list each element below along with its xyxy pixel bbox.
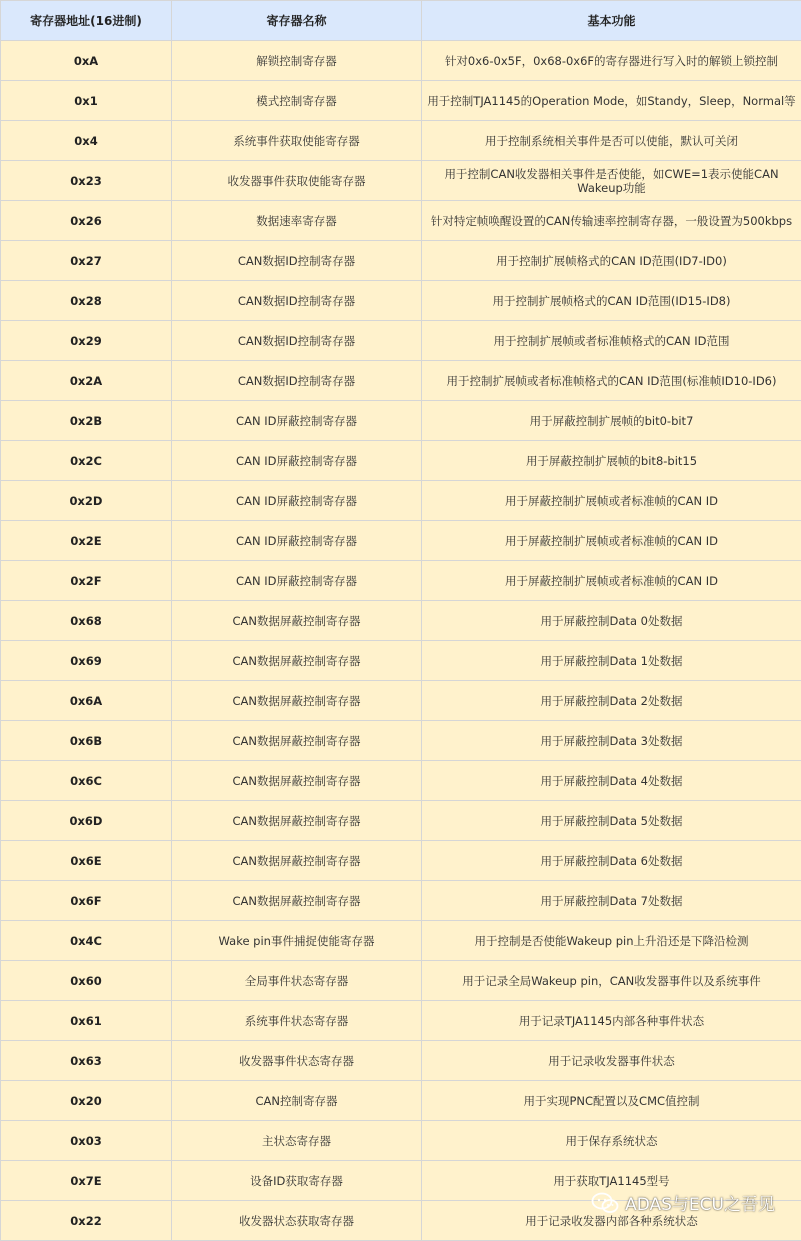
cell-address: 0x69 bbox=[1, 641, 172, 681]
wechat-icon bbox=[591, 1192, 619, 1214]
cell-function: 用于控制扩展帧格式的CAN ID范围(ID15-ID8) bbox=[422, 281, 801, 321]
cell-address: 0x2D bbox=[1, 481, 172, 521]
cell-address: 0x6D bbox=[1, 801, 172, 841]
cell-register-name: 全局事件状态寄存器 bbox=[172, 961, 422, 1001]
cell-register-name: CAN数据屏蔽控制寄存器 bbox=[172, 721, 422, 761]
table-row bbox=[1, 1041, 801, 1081]
cell-address: 0x6B bbox=[1, 721, 172, 761]
cell-register-name: CAN数据ID控制寄存器 bbox=[172, 321, 422, 361]
cell-register-name: Wake pin事件捕捉使能寄存器 bbox=[172, 921, 422, 961]
cell-function: 用于屏蔽控制扩展帧的bit8-bit15 bbox=[422, 441, 801, 481]
watermark-text: ADAS与ECU之吾见 bbox=[625, 1195, 775, 1215]
cell-address: 0x6E bbox=[1, 841, 172, 881]
table-row bbox=[1, 481, 801, 521]
cell-address: 0x7E bbox=[1, 1161, 172, 1201]
cell-address: 0x2C bbox=[1, 441, 172, 481]
cell-function: 用于记录全局Wakeup pin，CAN收发器事件以及系统事件 bbox=[422, 961, 801, 1001]
cell-function: 用于保存系统状态 bbox=[422, 1121, 801, 1161]
table-row bbox=[1, 1121, 801, 1161]
header-address: 寄存器地址(16进制) bbox=[1, 1, 172, 41]
cell-function: 用于控制CAN收发器相关事件是否使能，如CWE=1表示使能CAN Wakeup功能 bbox=[422, 161, 801, 201]
cell-address: 0x28 bbox=[1, 281, 172, 321]
cell-address: 0x23 bbox=[1, 161, 172, 201]
cell-function: 用于屏蔽控制Data 4处数据 bbox=[422, 761, 801, 801]
cell-register-name: CAN控制寄存器 bbox=[172, 1081, 422, 1121]
cell-register-name: 系统事件状态寄存器 bbox=[172, 1001, 422, 1041]
cell-address: 0x68 bbox=[1, 601, 172, 641]
cell-function: 用于控制系统相关事件是否可以使能，默认可关闭 bbox=[422, 121, 801, 161]
cell-register-name: 收发器状态获取寄存器 bbox=[172, 1201, 422, 1241]
cell-register-name: CAN ID屏蔽控制寄存器 bbox=[172, 521, 422, 561]
cell-register-name: CAN数据屏蔽控制寄存器 bbox=[172, 761, 422, 801]
cell-register-name: CAN ID屏蔽控制寄存器 bbox=[172, 401, 422, 441]
table-row bbox=[1, 561, 801, 601]
cell-register-name: 设备ID获取寄存器 bbox=[172, 1161, 422, 1201]
table-header-row bbox=[1, 1, 801, 41]
table-row bbox=[1, 281, 801, 321]
cell-register-name: CAN数据屏蔽控制寄存器 bbox=[172, 681, 422, 721]
table-row bbox=[1, 521, 801, 561]
cell-function: 用于控制TJA1145的Operation Mode，如Standy，Sleep，Normal等 bbox=[422, 81, 801, 121]
cell-function: 用于屏蔽控制Data 1处数据 bbox=[422, 641, 801, 681]
cell-address: 0x6A bbox=[1, 681, 172, 721]
table-row bbox=[1, 801, 801, 841]
cell-function: 用于屏蔽控制Data 6处数据 bbox=[422, 841, 801, 881]
cell-address: 0x2E bbox=[1, 521, 172, 561]
cell-function: 用于屏蔽控制扩展帧的bit0-bit7 bbox=[422, 401, 801, 441]
table-row bbox=[1, 761, 801, 801]
cell-address: 0x26 bbox=[1, 201, 172, 241]
cell-register-name: CAN数据屏蔽控制寄存器 bbox=[172, 801, 422, 841]
cell-register-name: CAN数据ID控制寄存器 bbox=[172, 281, 422, 321]
table-row bbox=[1, 241, 801, 281]
cell-function: 用于控制扩展帧格式的CAN ID范围(ID7-ID0) bbox=[422, 241, 801, 281]
cell-address: 0x2F bbox=[1, 561, 172, 601]
cell-address: 0x2B bbox=[1, 401, 172, 441]
table-row bbox=[1, 441, 801, 481]
cell-function: 用于获取TJA1145型号 bbox=[422, 1161, 801, 1201]
table-row bbox=[1, 401, 801, 441]
table-row bbox=[1, 721, 801, 761]
cell-address: 0x6F bbox=[1, 881, 172, 921]
cell-function: 用于记录收发器内部各种系统状态 bbox=[422, 1201, 801, 1241]
table-row bbox=[1, 321, 801, 361]
table-row bbox=[1, 41, 801, 81]
cell-register-name: CAN数据屏蔽控制寄存器 bbox=[172, 881, 422, 921]
table-row bbox=[1, 161, 801, 201]
cell-address: 0x1 bbox=[1, 81, 172, 121]
table-row bbox=[1, 881, 801, 921]
cell-function: 针对0x6-0x5F，0x68-0x6F的寄存器进行写入时的解锁上锁控制 bbox=[422, 41, 801, 81]
table-row bbox=[1, 921, 801, 961]
cell-function: 用于屏蔽控制Data 2处数据 bbox=[422, 681, 801, 721]
cell-function: 用于屏蔽控制Data 7处数据 bbox=[422, 881, 801, 921]
cell-register-name: CAN ID屏蔽控制寄存器 bbox=[172, 441, 422, 481]
cell-register-name: 解锁控制寄存器 bbox=[172, 41, 422, 81]
cell-register-name: CAN数据ID控制寄存器 bbox=[172, 241, 422, 281]
cell-register-name: CAN数据屏蔽控制寄存器 bbox=[172, 601, 422, 641]
table-row bbox=[1, 841, 801, 881]
header-function: 基本功能 bbox=[422, 1, 801, 41]
cell-address: 0x2A bbox=[1, 361, 172, 401]
cell-function: 用于屏蔽控制扩展帧或者标准帧的CAN ID bbox=[422, 481, 801, 521]
cell-function: 用于屏蔽控制扩展帧或者标准帧的CAN ID bbox=[422, 521, 801, 561]
cell-address: 0x20 bbox=[1, 1081, 172, 1121]
cell-function: 用于屏蔽控制扩展帧或者标准帧的CAN ID bbox=[422, 561, 801, 601]
cell-address: 0x27 bbox=[1, 241, 172, 281]
cell-function: 用于屏蔽控制Data 5处数据 bbox=[422, 801, 801, 841]
table-row bbox=[1, 361, 801, 401]
cell-function: 用于记录TJA1145内部各种事件状态 bbox=[422, 1001, 801, 1041]
cell-function: 用于屏蔽控制Data 3处数据 bbox=[422, 721, 801, 761]
cell-address: 0x63 bbox=[1, 1041, 172, 1081]
cell-register-name: 模式控制寄存器 bbox=[172, 81, 422, 121]
header-register-name: 寄存器名称 bbox=[172, 1, 422, 41]
cell-function: 用于屏蔽控制Data 0处数据 bbox=[422, 601, 801, 641]
cell-function: 用于记录收发器事件状态 bbox=[422, 1041, 801, 1081]
cell-address: 0x03 bbox=[1, 1121, 172, 1161]
cell-address: 0x4 bbox=[1, 121, 172, 161]
cell-register-name: 系统事件获取使能寄存器 bbox=[172, 121, 422, 161]
cell-register-name: CAN数据屏蔽控制寄存器 bbox=[172, 841, 422, 881]
cell-register-name: 主状态寄存器 bbox=[172, 1121, 422, 1161]
cell-register-name: CAN ID屏蔽控制寄存器 bbox=[172, 481, 422, 521]
cell-register-name: 收发器事件状态寄存器 bbox=[172, 1041, 422, 1081]
cell-register-name: CAN数据ID控制寄存器 bbox=[172, 361, 422, 401]
cell-register-name: CAN数据屏蔽控制寄存器 bbox=[172, 641, 422, 681]
table-row bbox=[1, 1001, 801, 1041]
table-row bbox=[1, 961, 801, 1001]
cell-register-name: CAN ID屏蔽控制寄存器 bbox=[172, 561, 422, 601]
cell-address: 0x29 bbox=[1, 321, 172, 361]
cell-address: 0x6C bbox=[1, 761, 172, 801]
cell-address: 0x4C bbox=[1, 921, 172, 961]
table-row bbox=[1, 681, 801, 721]
table-row bbox=[1, 1081, 801, 1121]
table-row bbox=[1, 201, 801, 241]
cell-address: 0x60 bbox=[1, 961, 172, 1001]
table-row bbox=[1, 601, 801, 641]
cell-function: 针对特定帧唤醒设置的CAN传输速率控制寄存器，一般设置为500kbps bbox=[422, 201, 801, 241]
cell-function: 用于控制扩展帧或者标准帧格式的CAN ID范围 bbox=[422, 321, 801, 361]
cell-function: 用于控制扩展帧或者标准帧格式的CAN ID范围(标准帧ID10-ID6) bbox=[422, 361, 801, 401]
watermark bbox=[591, 1190, 775, 1215]
table-row bbox=[1, 81, 801, 121]
cell-register-name: 数据速率寄存器 bbox=[172, 201, 422, 241]
cell-address: 0x22 bbox=[1, 1201, 172, 1241]
cell-register-name: 收发器事件获取使能寄存器 bbox=[172, 161, 422, 201]
cell-address: 0xA bbox=[1, 41, 172, 81]
cell-function: 用于控制是否使能Wakeup pin上升沿还是下降沿检测 bbox=[422, 921, 801, 961]
cell-address: 0x61 bbox=[1, 1001, 172, 1041]
table-row bbox=[1, 121, 801, 161]
cell-function: 用于实现PNC配置以及CMC值控制 bbox=[422, 1081, 801, 1121]
table-row bbox=[1, 641, 801, 681]
